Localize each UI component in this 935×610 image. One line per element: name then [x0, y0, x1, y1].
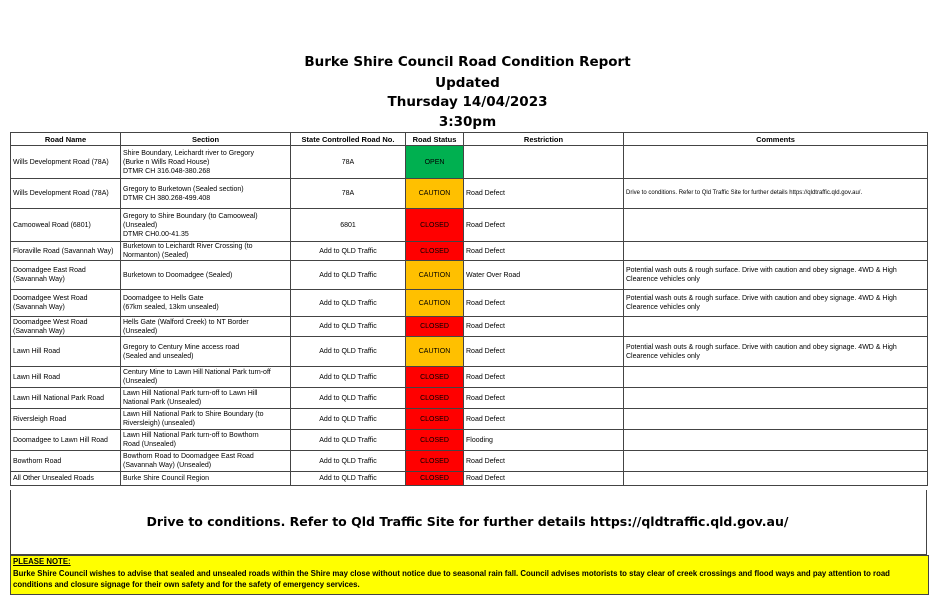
section-cell	[121, 209, 291, 242]
road-status-badge: CLOSED	[406, 451, 464, 472]
report-title: Burke Shire Council Road Condition Report	[304, 54, 631, 70]
road-status-badge: CAUTION	[406, 290, 464, 317]
header-section: Section	[121, 133, 291, 146]
section-line: Riversleigh) (unsealed)	[123, 420, 195, 427]
section-line: DTMR CH0.00-41.35	[123, 230, 189, 238]
section-line: Burketown to Doomadgee (Sealed)	[123, 271, 233, 279]
table-header-row	[11, 133, 928, 146]
restriction-cell: Road Defect	[464, 472, 624, 486]
section-cell	[121, 242, 291, 261]
road-status-badge: CAUTION	[406, 261, 464, 290]
section-cell	[121, 409, 291, 430]
state-controlled-cell: Add to QLD Traffic	[291, 451, 406, 472]
section-line: (Sealed and unsealed)	[123, 352, 194, 360]
section-line: Burketown to Leichardt River Crossing (to Normanton) (Sealed)	[123, 243, 253, 259]
road-status-badge: CLOSED	[406, 409, 464, 430]
road-name-cell: Bowthorn Road	[11, 451, 121, 472]
footer-drive-to-conditions: Drive to conditions. Refer to Qld Traffic Site for further details https://qldtraffic.qld.gov.au/	[146, 514, 789, 529]
road-status-badge: CLOSED	[406, 367, 464, 388]
restriction-cell: Flooding	[464, 430, 624, 451]
table-row	[11, 179, 928, 209]
table-row	[11, 430, 928, 451]
comments-cell: Potential wash outs & rough surface. Drive with caution and obey signage. 4WD & High Clearence vehicles only	[624, 290, 928, 317]
comments-cell	[624, 451, 928, 472]
comments-cell: Drive to conditions. Refer to Qld Traffic Site for further details https://qldtraffic.qld.gov.au/.	[624, 179, 928, 209]
restriction-cell	[464, 146, 624, 179]
road-name-cell: Wills Development Road (78A)	[11, 146, 121, 179]
road-name-cell: Riversleigh Road	[11, 409, 121, 430]
header-road-status: Road Status	[406, 133, 464, 146]
comments-cell	[624, 430, 928, 451]
section-line: National Park (Unsealed)	[123, 399, 202, 406]
please-note-heading: PLEASE NOTE:	[13, 557, 71, 566]
road-name-cell: Doomadgee West Road (Savannah Way)	[11, 317, 121, 337]
section-cell	[121, 430, 291, 451]
restriction-cell: Road Defect	[464, 409, 624, 430]
section-cell	[121, 261, 291, 290]
state-controlled-cell: Add to QLD Traffic	[291, 290, 406, 317]
section-line: (67km sealed, 13km unsealed)	[123, 304, 219, 311]
state-controlled-cell: Add to QLD Traffic	[291, 367, 406, 388]
section-line: Gregory to Century Mine access road	[123, 343, 240, 351]
table-row	[11, 317, 928, 337]
road-name-cell: All Other Unsealed Roads	[11, 472, 121, 486]
report-updated-label: Updated	[435, 75, 500, 91]
state-controlled-cell: Add to QLD Traffic	[291, 337, 406, 367]
restriction-cell: Road Defect	[464, 209, 624, 242]
table-row	[11, 451, 928, 472]
section-line: DTMR CH 380.268-499.408	[123, 194, 211, 202]
state-controlled-cell: Add to QLD Traffic	[291, 430, 406, 451]
comments-cell: Potential wash outs & rough surface. Drive with caution and obey signage. 4WD & High Clearence vehicles only	[624, 261, 928, 290]
table-row	[11, 337, 928, 367]
road-name-cell: Floraville Road (Savannah Way)	[11, 242, 121, 261]
road-name-cell: Doomadgee to Lawn Hill Road	[11, 430, 121, 451]
table-row	[11, 472, 928, 486]
restriction-cell: Road Defect	[464, 290, 624, 317]
restriction-cell: Water Over Road	[464, 261, 624, 290]
state-controlled-cell: Add to QLD Traffic	[291, 317, 406, 337]
restriction-cell: Road Defect	[464, 337, 624, 367]
header-restriction: Restriction	[464, 133, 624, 146]
section-line: (Unsealed)	[123, 378, 158, 385]
road-status-badge: CLOSED	[406, 242, 464, 261]
comments-cell	[624, 146, 928, 179]
section-line: Lawn Hill National Park to Shire Boundary (to	[123, 411, 264, 418]
state-controlled-cell: Add to QLD Traffic	[291, 242, 406, 261]
road-status-badge: CLOSED	[406, 472, 464, 486]
section-line: Lawn Hill National Park turn-off to Bowthorn	[123, 432, 259, 439]
restriction-cell: Road Defect	[464, 179, 624, 209]
road-status-badge: CAUTION	[406, 337, 464, 367]
section-cell	[121, 146, 291, 179]
comments-cell: Potential wash outs & rough surface. Drive with caution and obey signage. 4WD & High Clearence vehicles only	[624, 337, 928, 367]
table-row	[11, 242, 928, 261]
comments-cell	[624, 242, 928, 261]
header-comments: Comments	[624, 133, 928, 146]
state-controlled-cell: Add to QLD Traffic	[291, 388, 406, 409]
table-row	[11, 261, 928, 290]
restriction-cell: Road Defect	[464, 367, 624, 388]
table-body	[11, 146, 928, 486]
state-controlled-cell: Add to QLD Traffic	[291, 261, 406, 290]
section-cell	[121, 367, 291, 388]
road-status-badge: CAUTION	[406, 179, 464, 209]
table-row	[11, 388, 928, 409]
section-line: (Unsealed)	[123, 327, 158, 335]
section-line: Shire Boundary, Leichardt river to Gregory	[123, 149, 254, 157]
section-cell	[121, 451, 291, 472]
section-line: Burke Shire Council Region	[123, 475, 209, 482]
state-controlled-cell: 6801	[291, 209, 406, 242]
section-line: (Unsealed)	[123, 221, 158, 229]
comments-cell	[624, 409, 928, 430]
comments-cell	[624, 388, 928, 409]
restriction-cell: Road Defect	[464, 451, 624, 472]
comments-cell	[624, 317, 928, 337]
table-row	[11, 409, 928, 430]
road-name-cell: Lawn Hill National Park Road	[11, 388, 121, 409]
section-cell	[121, 472, 291, 486]
section-cell	[121, 317, 291, 337]
road-name-cell: Lawn Hill Road	[11, 367, 121, 388]
road-name-cell: Lawn Hill Road	[11, 337, 121, 367]
road-status-badge: CLOSED	[406, 317, 464, 337]
section-line: Bowthorn Road to Doomadgee East Road	[123, 453, 254, 460]
restriction-cell: Road Defect	[464, 388, 624, 409]
road-status-badge: CLOSED	[406, 388, 464, 409]
header-road-name: Road Name	[11, 133, 121, 146]
restriction-cell: Road Defect	[464, 317, 624, 337]
section-line: Lawn Hill National Park turn-off to Lawn Hill	[123, 390, 258, 397]
section-line: (Savannah Way) (Unsealed)	[123, 462, 212, 469]
road-name-cell: Wills Development Road (78A)	[11, 179, 121, 209]
section-line: Road (Unsealed)	[123, 441, 176, 448]
road-name-cell: Doomadgee East Road (Savannah Way)	[11, 261, 121, 290]
please-note-text: Burke Shire Council wishes to advise that sealed and unsealed roads within the Shire may close without notice due to seasonal rain fall. Council advises motorists to stay clear of creek crossings and flood ways and pay attention to road conditions and closure signage for their own safety and for the safety of emergency services.	[13, 568, 890, 589]
section-line: DTMR CH 316.048-380.268	[123, 167, 211, 175]
table-row	[11, 146, 928, 179]
please-note-box	[10, 555, 929, 595]
comments-cell	[624, 472, 928, 486]
state-controlled-cell: Add to QLD Traffic	[291, 409, 406, 430]
road-name-cell: Camooweal Road (6801)	[11, 209, 121, 242]
section-line: Century Mine to Lawn Hill National Park turn-off	[123, 369, 271, 376]
table-row	[11, 290, 928, 317]
state-controlled-cell: 78A	[291, 146, 406, 179]
road-name-cell: Doomadgee West Road (Savannah Way)	[11, 290, 121, 317]
report-date: Thursday 14/04/2023	[387, 94, 548, 110]
table-row	[11, 209, 928, 242]
section-cell	[121, 179, 291, 209]
comments-cell	[624, 367, 928, 388]
comments-cell	[624, 209, 928, 242]
section-cell	[121, 388, 291, 409]
section-line: Doomadgee to Hells Gate	[123, 295, 204, 302]
road-status-badge: OPEN	[406, 146, 464, 179]
road-status-badge: CLOSED	[406, 430, 464, 451]
section-cell	[121, 290, 291, 317]
road-condition-table	[10, 132, 928, 486]
road-status-badge: CLOSED	[406, 209, 464, 242]
header-state-controlled: State Controlled Road No.	[291, 133, 406, 146]
state-controlled-cell: 78A	[291, 179, 406, 209]
section-line: Hells Gate (Walford Creek) to NT Border	[123, 318, 249, 326]
section-line: (Burke n Wills Road House)	[123, 158, 210, 166]
section-line: Gregory to Shire Boundary (to Camooweal)	[123, 212, 258, 220]
section-line: Gregory to Burketown (Sealed section)	[123, 185, 244, 193]
report-time: 3:30pm	[438, 114, 497, 130]
table-row	[11, 367, 928, 388]
state-controlled-cell: Add to QLD Traffic	[291, 472, 406, 486]
restriction-cell: Road Defect	[464, 242, 624, 261]
section-cell	[121, 337, 291, 367]
